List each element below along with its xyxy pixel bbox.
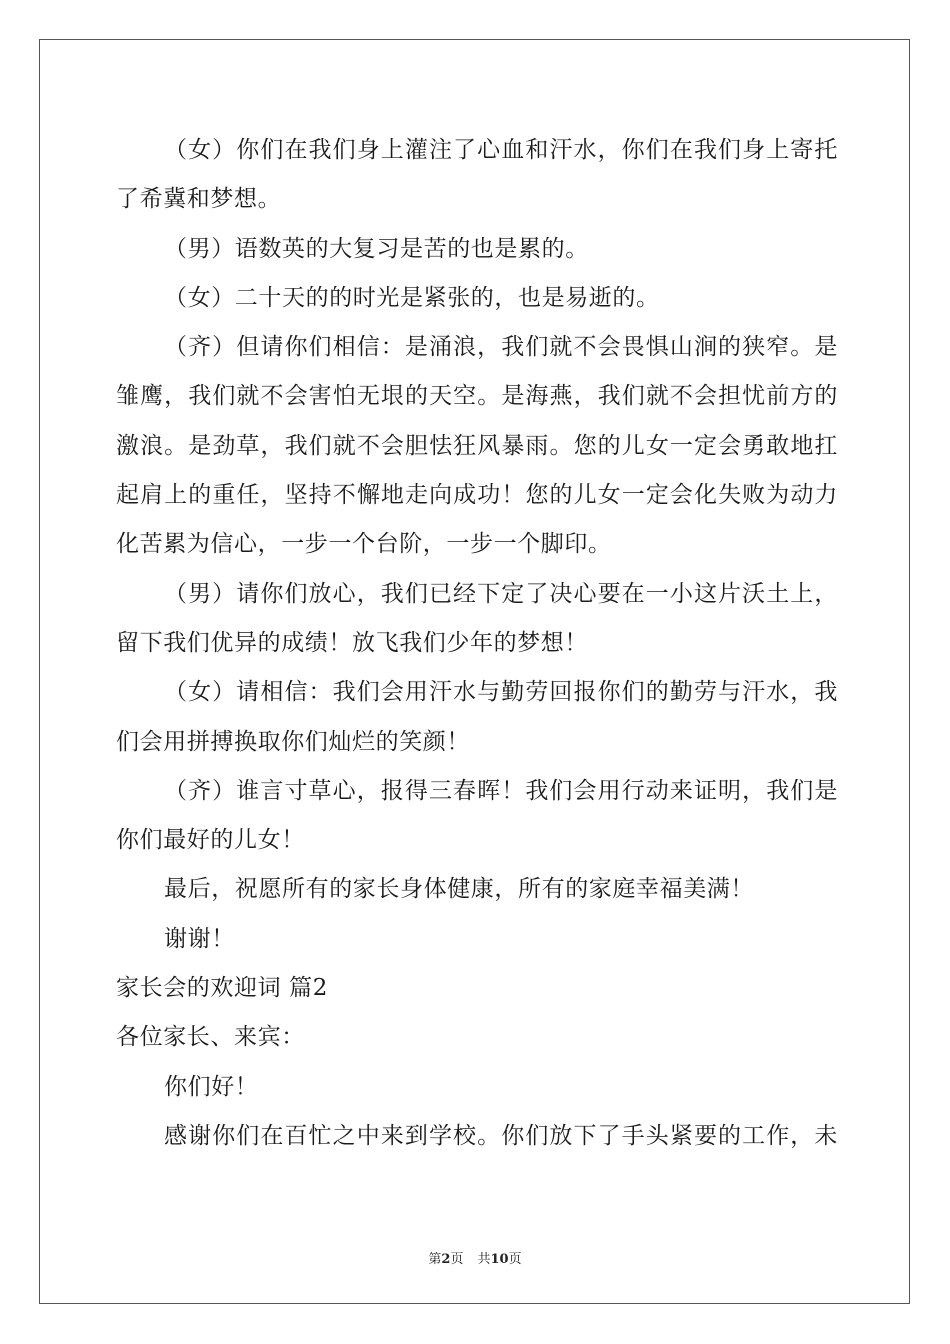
- text-line-14: （齐）谁言寸草心，报得三春晖！我们会用行动来证明，我们是: [164, 777, 838, 804]
- text-line-7: 激浪。是劲草，我们就不会胆怯狂风暴雨。您的儿女一定会勇敢地扛: [116, 432, 838, 459]
- text-line-15: 你们最好的儿女！: [116, 827, 305, 854]
- text-line-11: 留下我们优异的成绩！放飞我们少年的梦想！: [116, 629, 588, 656]
- total-pages: 10: [490, 1252, 509, 1267]
- page-number: 2: [441, 1252, 451, 1267]
- text-line-21: 感谢你们在百忙之中来到学校。你们放下了手头紧要的工作，未: [164, 1122, 838, 1149]
- text-line-5: （齐）但请你们相信：是涌浪，我们就不会畏惧山涧的狭窄。是: [164, 334, 838, 361]
- text-line-13: 们会用拼搏换取你们灿烂的笑颜！: [116, 728, 470, 755]
- text-line-17: 谢谢！: [164, 925, 235, 952]
- total-prefix: 共: [477, 1252, 491, 1267]
- text-line-4: （女）二十天的的时光是紧张的，也是易逝的。: [164, 284, 660, 311]
- page-suffix: 页: [450, 1252, 464, 1267]
- document-body: [116, 126, 838, 1161]
- text-line-3: （男）语数英的大复习是苦的也是累的。: [164, 235, 589, 262]
- page-prefix: 第: [428, 1252, 442, 1267]
- text-line-6: 雏鹰，我们就不会害怕无垠的天空。是海燕，我们就不会担忧前方的: [116, 383, 838, 410]
- greeting: 你们好！: [164, 1073, 259, 1100]
- text-line-8: 起肩上的重任，坚持不懈地走向成功！您的儿女一定会化失败为动力: [116, 482, 838, 509]
- text-line-9: 化苦累为信心，一步一个台阶，一步一个脚印。: [116, 531, 612, 558]
- total-suffix: 页: [508, 1252, 522, 1267]
- text-line-10: （男）请你们放心，我们已经下定了决心要在一小这片沃土上，: [164, 580, 838, 607]
- page-footer: [0, 1248, 950, 1267]
- section-heading: 家长会的欢迎词 篇2: [116, 975, 328, 1002]
- salutation: 各位家长、来宾：: [116, 1024, 305, 1051]
- text-line-16: 最后，祝愿所有的家长身体健康，所有的家庭幸福美满！: [164, 876, 754, 903]
- text-line-2: 了希冀和梦想。: [116, 186, 282, 213]
- text-line-1: （女）你们在我们身上灌注了心血和汗水，你们在我们身上寄托: [164, 137, 838, 163]
- text-line-12: （女）请相信：我们会用汗水与勤劳回报你们的勤劳与汗水，我: [164, 679, 838, 706]
